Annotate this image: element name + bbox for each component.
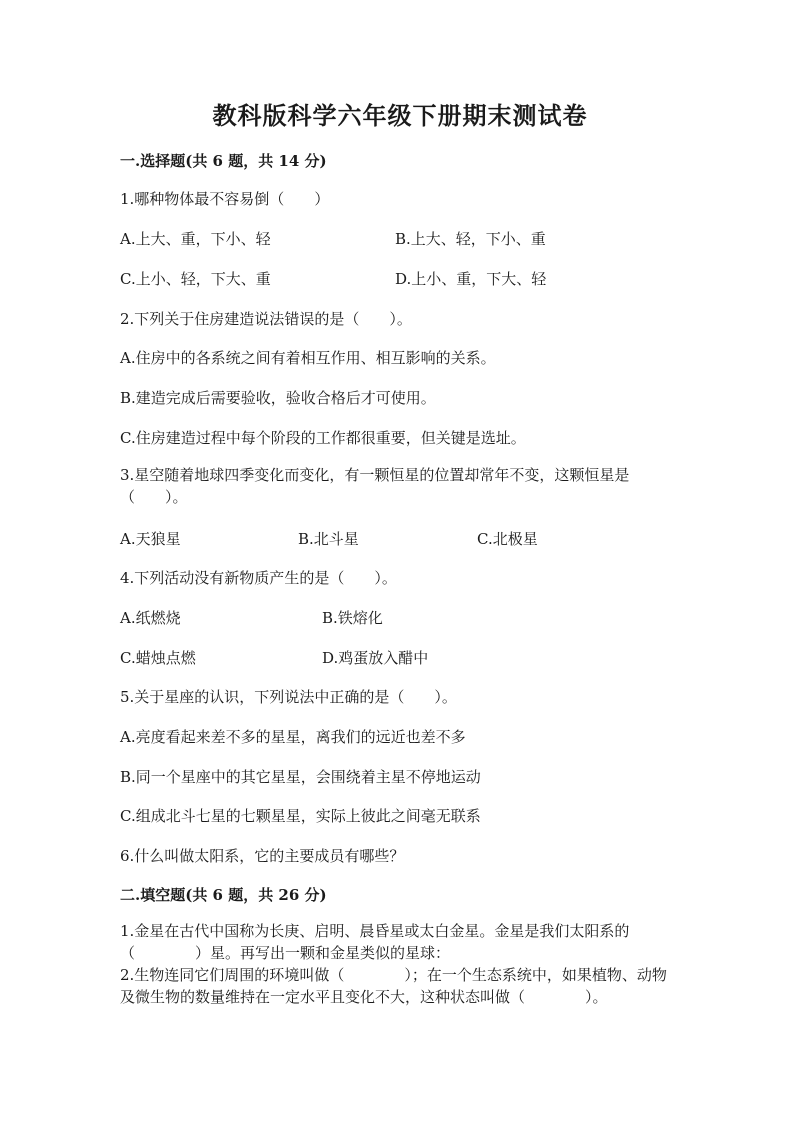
question-5-option-c: C.组成北斗七星的七颗星星，实际上彼此之间毫无联系 xyxy=(120,807,481,825)
question-5-stem: 5.关于星座的认识，下列说法中正确的是（ ）。 xyxy=(120,688,457,706)
question-2-option-c: C.住房建造过程中每个阶段的工作都很重要，但关键是选址。 xyxy=(120,429,526,447)
question-2-option-a: A.住房中的各系统之间有着相互作用、相互影响的关系。 xyxy=(120,349,496,367)
question-2-stem: 2.下列关于住房建造说法错误的是（ ）。 xyxy=(120,310,412,328)
question-1-option-a: A.上大、重，下小、轻 xyxy=(120,230,271,248)
fill-question-1: 1.金星在古代中国称为长庚、启明、晨昏星或太白金星。金星是我们太阳系的（ ）星。再写出一颗和金星类似的星球： xyxy=(120,922,630,962)
question-1-stem: 1.哪种物体最不容易倒（ ） xyxy=(120,190,330,208)
section-heading-choice: 一.选择题(共 6 题，共 14 分) xyxy=(120,152,327,170)
question-1-option-d: D.上小、重，下大、轻 xyxy=(395,270,547,288)
question-3-option-a: A.天狼星 xyxy=(120,530,181,548)
question-4-option-b: B.铁熔化 xyxy=(322,609,383,627)
question-4-option-c: C.蜡烛点燃 xyxy=(120,649,196,667)
question-5-option-b: B.同一个星座中的其它星星，会围绕着主星不停地运动 xyxy=(120,768,481,786)
question-5-option-a: A.亮度看起来差不多的星星，离我们的远近也差不多 xyxy=(120,728,466,746)
question-4-stem: 4.下列活动没有新物质产生的是（ ）。 xyxy=(120,569,397,587)
question-3-option-b: B.北斗星 xyxy=(298,530,359,548)
question-3-option-c: C.北极星 xyxy=(477,530,538,548)
question-4-option-a: A.纸燃烧 xyxy=(120,609,181,627)
question-1-option-b: B.上大、轻，下小、重 xyxy=(395,230,546,248)
question-4-option-d: D.鸡蛋放入醋中 xyxy=(322,649,429,667)
question-6-stem: 6.什么叫做太阳系，它的主要成员有哪些？ xyxy=(120,847,405,865)
question-3-stem: 3.星空随着地球四季变化而变化，有一颗恒星的位置却常年不变，这颗恒星是（ ）。 xyxy=(120,466,630,506)
page-title: 教科版科学六年级下册期末测试卷 xyxy=(212,101,588,130)
section-heading-fill: 二.填空题(共 6 题，共 26 分) xyxy=(120,886,327,904)
fill-question-2: 2.生物连同它们周围的环境叫做（ ）；在一个生态系统中，如果植物、动物及微生物的数量维持在一定水平且变化不大，这种状态叫做（ ）。 xyxy=(120,966,667,1006)
question-2-option-b: B.建造完成后需要验收，验收合格后才可使用。 xyxy=(120,389,436,407)
question-1-option-c: C.上小、轻，下大、重 xyxy=(120,270,271,288)
